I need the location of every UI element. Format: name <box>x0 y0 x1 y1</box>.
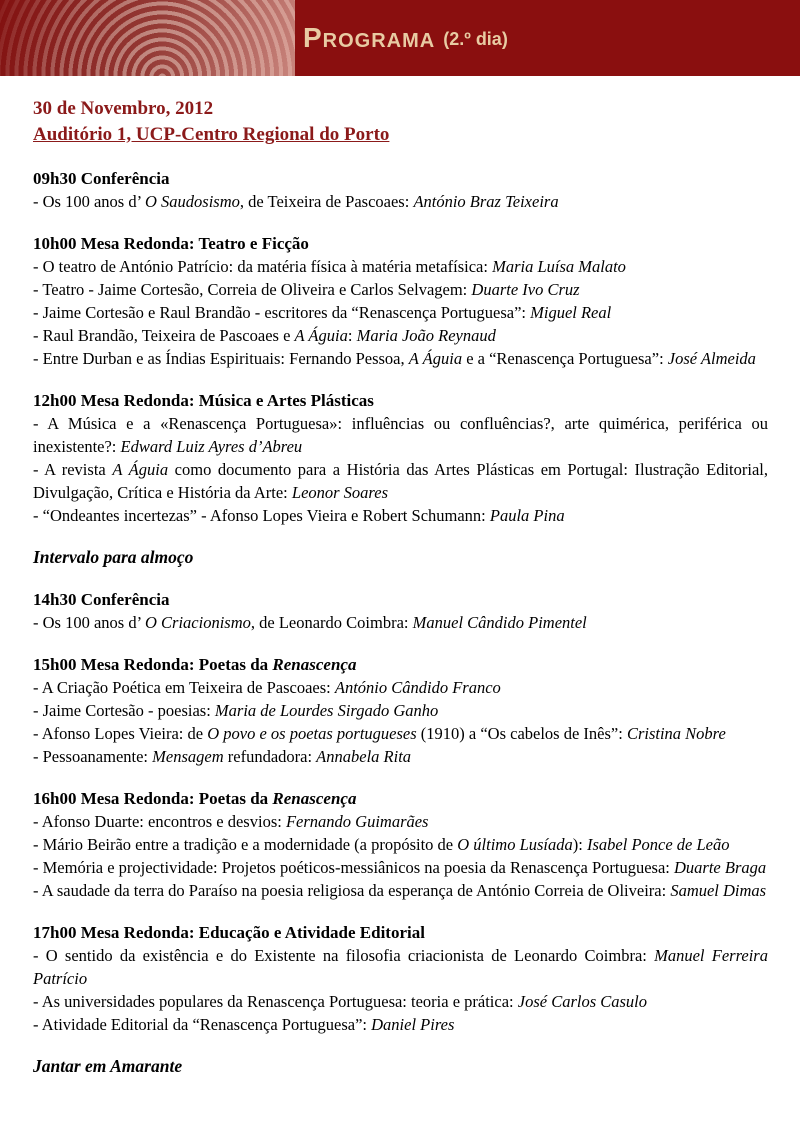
text-run: Renascença <box>272 655 357 674</box>
session-item <box>33 856 768 879</box>
text-run: Annabela Rita <box>316 747 412 766</box>
ripple-decoration-icon <box>0 0 295 76</box>
text-run: Cristina Nobre <box>626 724 726 743</box>
text-run: ): <box>572 835 587 854</box>
text-run: José Carlos Casulo <box>517 992 648 1011</box>
text-run: - Afonso Lopes Vieira: de <box>33 724 208 743</box>
session-heading <box>33 787 768 810</box>
session-item <box>33 278 768 301</box>
session-item <box>33 833 768 856</box>
text-run: - Jaime Cortesão - poesias: <box>33 701 215 720</box>
text-run: António Braz Teixeira <box>413 192 559 211</box>
title-day: (2.º dia) <box>443 29 508 49</box>
text-run: Isabel Ponce de Leão <box>587 835 730 854</box>
schedule-session <box>33 588 768 634</box>
text-run: José Almeida <box>667 349 756 368</box>
session-item <box>33 347 768 370</box>
session-item <box>33 301 768 324</box>
event-date: 30 de Novembro, 2012 <box>33 98 214 119</box>
text-run: Paula Pina <box>489 506 565 525</box>
session-heading <box>33 588 768 611</box>
text-run: 15h00 Mesa Redonda: Poetas da <box>33 655 273 674</box>
session-item <box>33 458 768 504</box>
text-run: A Águia <box>112 460 169 479</box>
text-run: (1910) a “Os cabelos de Inês”: <box>416 724 627 743</box>
text-run: - As universidades populares da Renascença Portuguesa: teoria e prática: <box>33 992 518 1011</box>
schedule-session <box>33 653 768 768</box>
text-run: 16h00 Mesa Redonda: Poetas da <box>33 789 273 808</box>
text-run: - Memória e projectividade: Projetos poéticos-messiânicos na poesia da Renascença Portuguesa: <box>33 858 675 877</box>
text-run: - Jaime Cortesão e Raul Brandão - escritores da “Renascença Portuguesa”: <box>33 303 531 322</box>
text-run: - O teatro de António Patrício: da matéria física à matéria metafísica: <box>33 257 493 276</box>
text-run: Fernando Guimarães <box>285 812 429 831</box>
text-run: - Raul Brandão, Teixeira de Pascoaes e <box>33 326 295 345</box>
text-run: O Criacionismo <box>144 613 251 632</box>
text-run: e a “Renascença Portuguesa”: <box>462 349 668 368</box>
session-item <box>33 810 768 833</box>
session-heading <box>33 921 768 944</box>
schedule-session <box>33 921 768 1036</box>
text-run: , de Teixeira de Pascoaes: <box>239 192 414 211</box>
text-run: Mensagem <box>152 747 224 766</box>
text-run: O último Lusíada <box>457 835 573 854</box>
text-run: - Afonso Duarte: encontros e desvios: <box>33 812 286 831</box>
text-run: - Mário Beirão entre a tradição e a modernidade (a propósito de <box>33 835 458 854</box>
text-run: António Cândido Franco <box>334 678 501 697</box>
text-run: - Teatro - Jaime Cortesão, Correia de Oliveira e Carlos Selvagem: <box>33 280 472 299</box>
session-heading <box>33 389 768 412</box>
text-run: O povo e os poetas portugueses <box>207 724 417 743</box>
text-run: - A Música e a «Renascença Portuguesa»: influências ou confluências?, arte quimérica, periférica ou inexistente?: <box>33 414 768 456</box>
text-run: 12h00 Mesa Redonda: Música e Artes Plásticas <box>33 391 374 410</box>
text-run: A Águia <box>408 349 463 368</box>
text-run: A Águia <box>294 326 348 345</box>
text-run: refundadora: <box>223 747 317 766</box>
text-run: Maria João Reynaud <box>356 326 496 345</box>
text-run: Maria Luísa Malato <box>492 257 626 276</box>
text-run: Maria de Lourdes Sirgado Ganho <box>214 701 439 720</box>
session-heading <box>33 232 768 255</box>
text-run: , de Leonardo Coimbra: <box>250 613 413 632</box>
text-run: - A revista <box>33 460 113 479</box>
text-run: - Entre Durban e as Índias Espirituais: Fernando Pessoa, <box>33 349 409 368</box>
session-item <box>33 722 768 745</box>
schedule-session <box>33 787 768 902</box>
header-banner <box>0 0 800 76</box>
text-run: Edward Luiz Ayres d’Abreu <box>120 437 303 456</box>
text-run: - Os 100 anos d’ <box>33 613 145 632</box>
session-heading <box>33 546 768 569</box>
session-heading <box>33 653 768 676</box>
text-run: Duarte Braga <box>674 858 767 877</box>
text-run: Samuel Dimas <box>670 881 767 900</box>
event-venue: Auditório 1, UCP-Centro Regional do Porto <box>33 124 390 145</box>
text-run: Renascença <box>272 789 357 808</box>
schedule-session <box>33 232 768 370</box>
text-run: - O sentido da existência e do Existente na filosofia criacionista de Leonardo Coimbra: <box>33 946 655 965</box>
schedule-session <box>33 167 768 213</box>
session-item <box>33 990 768 1013</box>
text-run: O Saudosismo <box>144 192 240 211</box>
session-heading <box>33 1055 768 1078</box>
text-run: : <box>347 326 357 345</box>
text-run: 09h30 Conferência <box>33 169 170 188</box>
schedule-session <box>33 389 768 527</box>
program-document <box>0 76 800 1118</box>
schedule <box>33 167 768 1078</box>
text-run: - A saudade da terra do Paraíso na poesia religiosa da esperança de António Correia de Oliveira: <box>33 881 671 900</box>
page-title <box>303 0 508 76</box>
text-run: - Os 100 anos d’ <box>33 192 145 211</box>
session-heading <box>33 167 768 190</box>
session-item <box>33 611 768 634</box>
text-run: - Atividade Editorial da “Renascença Portuguesa”: <box>33 1015 372 1034</box>
session-item <box>33 699 768 722</box>
session-item <box>33 745 768 768</box>
schedule-break <box>33 1055 768 1078</box>
session-item <box>33 255 768 278</box>
text-run: Manuel Cândido Pimentel <box>412 613 587 632</box>
text-run: - “Ondeantes incertezas” - Afonso Lopes Vieira e Robert Schumann: <box>33 506 490 525</box>
text-run: Daniel Pires <box>371 1015 455 1034</box>
text-run: 17h00 Mesa Redonda: Educação e Atividade Editorial <box>33 923 425 942</box>
session-item <box>33 676 768 699</box>
session-item <box>33 324 768 347</box>
text-run: Miguel Real <box>530 303 612 322</box>
session-item <box>33 944 768 990</box>
text-run: Duarte Ivo Cruz <box>471 280 580 299</box>
text-run: 10h00 Mesa Redonda: Teatro e Ficção <box>33 234 309 253</box>
session-item <box>33 1013 768 1036</box>
title-programa: Programa <box>303 22 436 53</box>
session-item <box>33 190 768 213</box>
schedule-break <box>33 546 768 569</box>
text-run: Jantar em Amarante <box>33 1056 183 1076</box>
text-run: como documento para a História das Artes Plásticas em Portugal: Ilustração Editorial, Divulgação, Crítica e História da Arte: <box>33 460 768 502</box>
session-item <box>33 504 768 527</box>
text-run: Leonor Soares <box>291 483 388 502</box>
text-run: 14h30 Conferência <box>33 590 170 609</box>
text-run: - Pessoanamente: <box>33 747 153 766</box>
session-item <box>33 879 768 902</box>
text-run: - A Criação Poética em Teixeira de Pascoaes: <box>33 678 335 697</box>
text-run: Intervalo para almoço <box>33 547 194 567</box>
session-item <box>33 412 768 458</box>
text-run: Manuel Ferreira Patrício <box>33 946 768 988</box>
